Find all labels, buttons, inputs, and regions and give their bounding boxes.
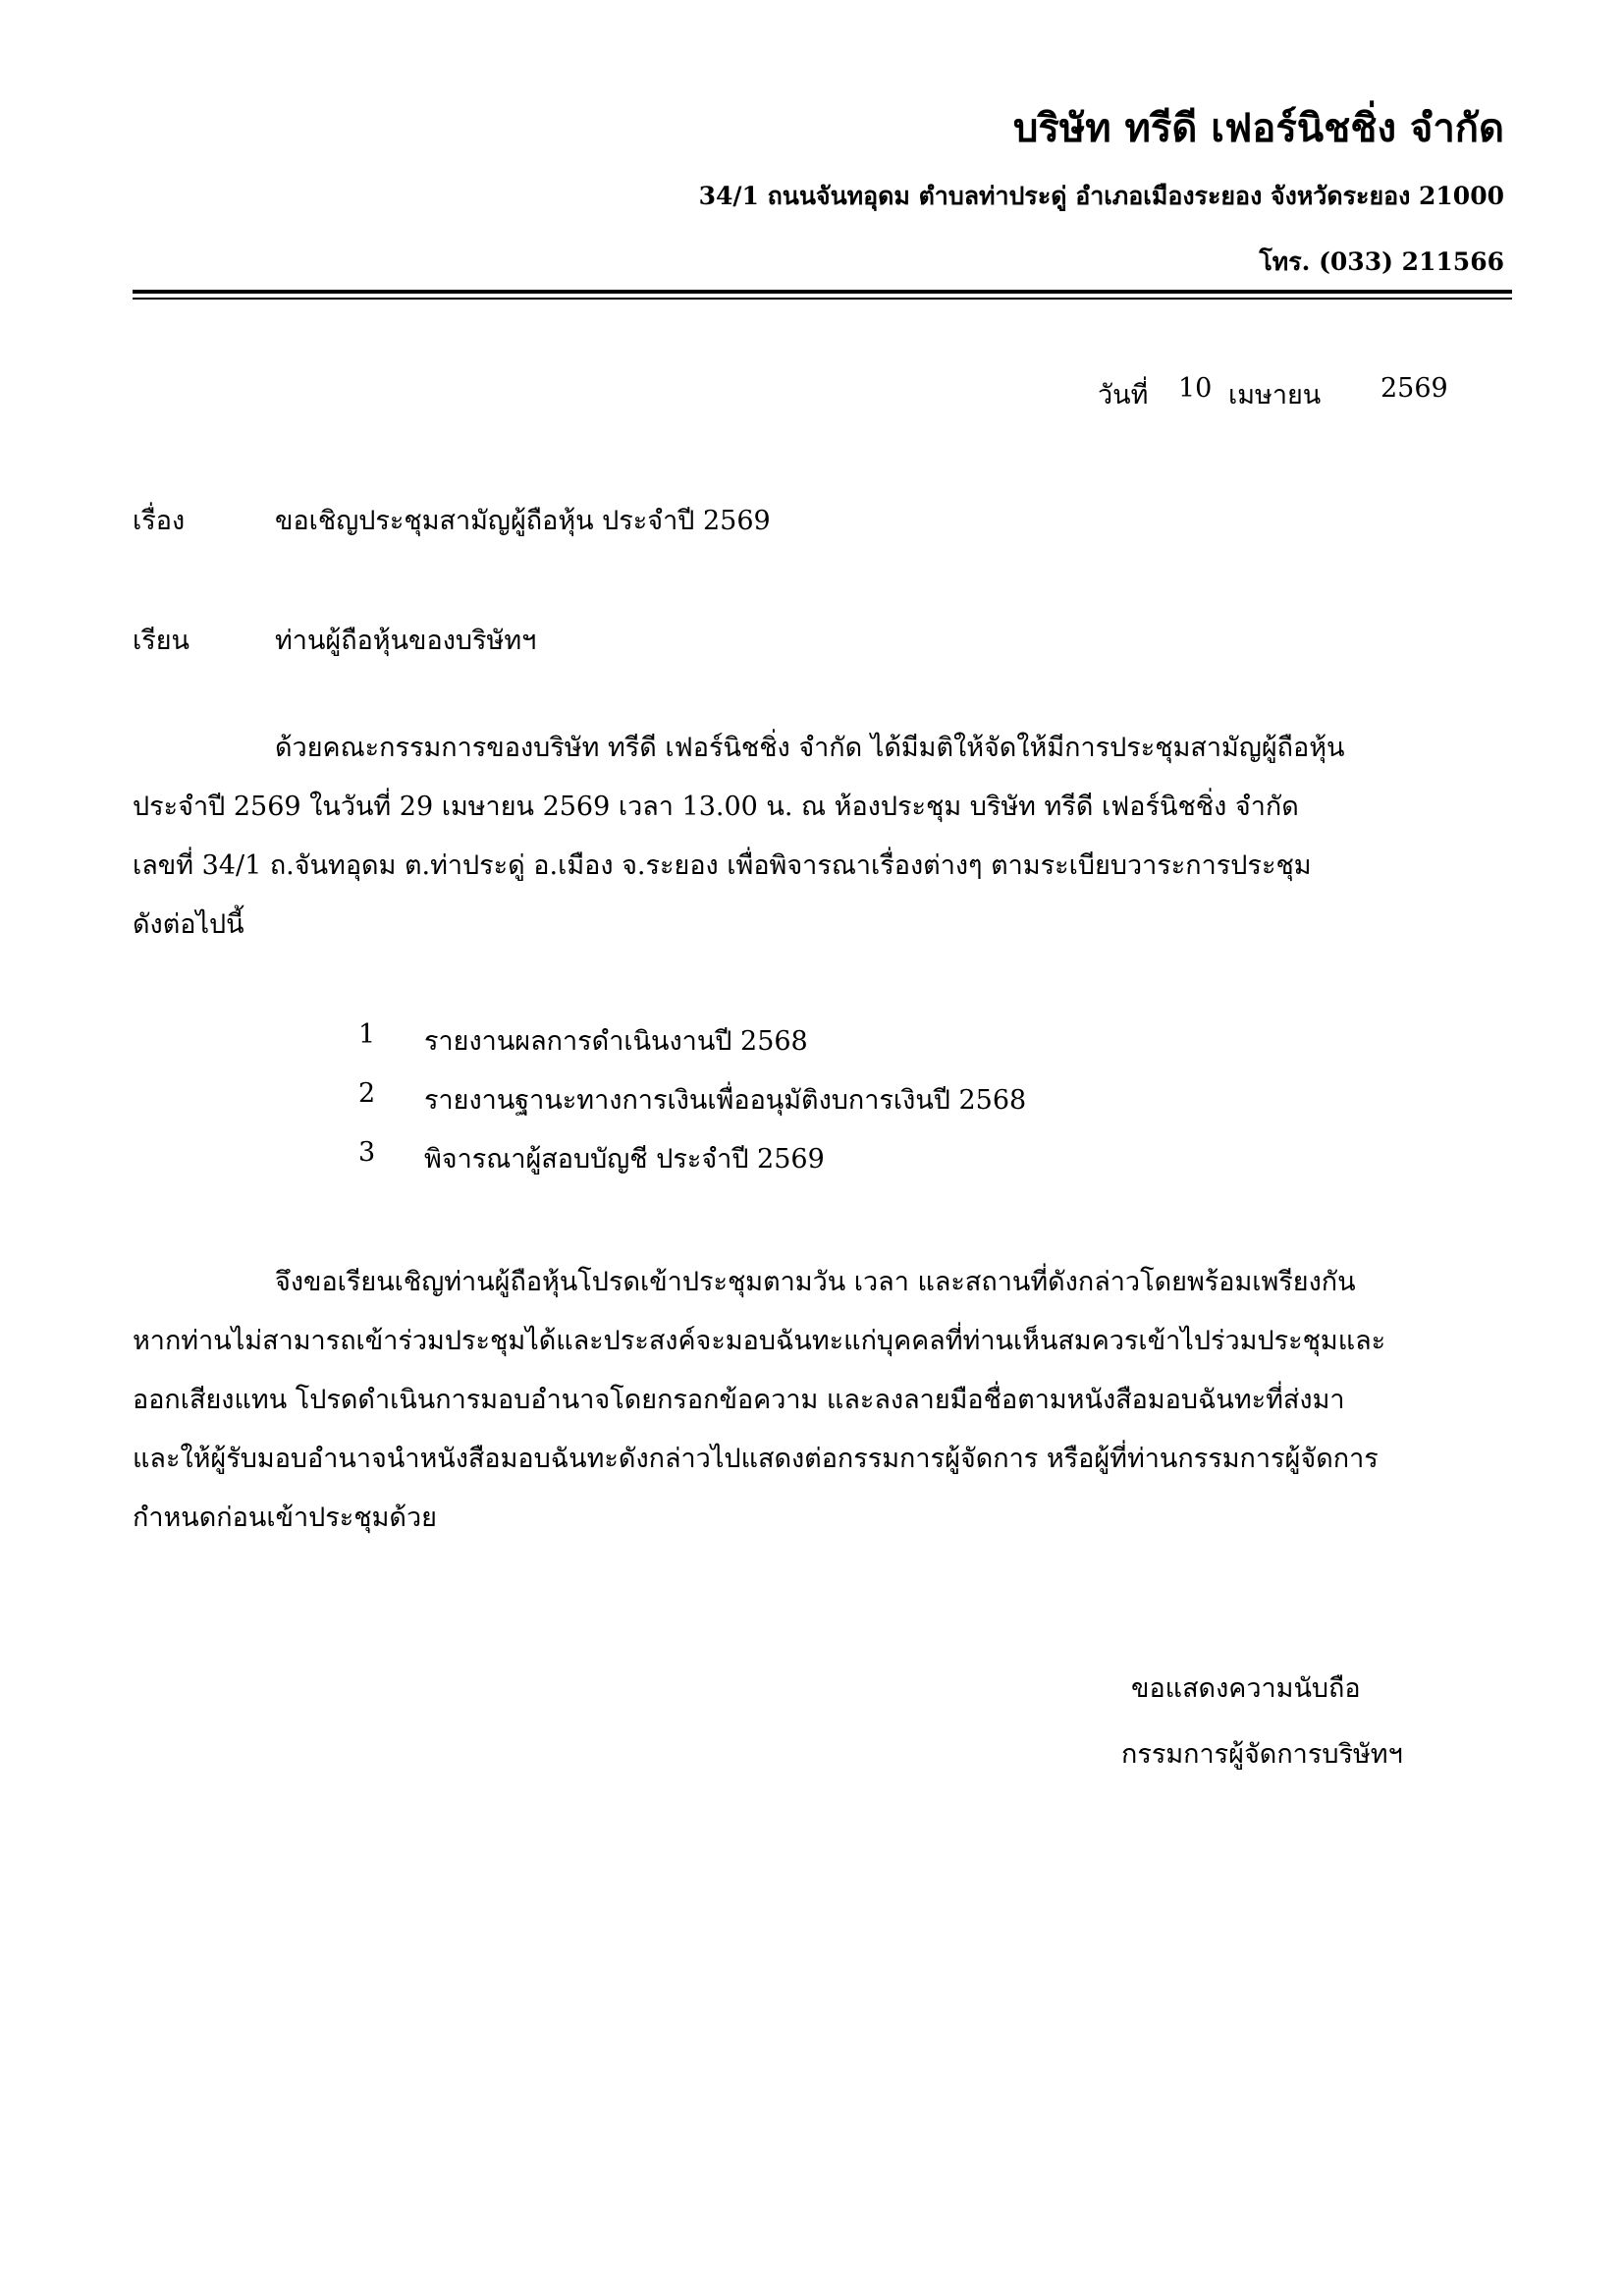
paragraph-line: เลขที่ 34/1 ถ.จันทอุดม ต.ท่าประดู่ อ.เมือง จ.ระยอง เพื่อพิจารณาเรื่องต่างๆ ตามระเบียบวาระการประชุม: [133, 850, 1312, 881]
agenda-item-number: 2: [358, 1078, 376, 1109]
company-address: 34/1 ถนนจันทอุดม ตำบลท่าประดู่ อำเภอเมืองระยอง จังหวัดระยอง 21000: [698, 182, 1504, 210]
paragraph-line: ดังต่อไปนี้: [133, 909, 244, 940]
agenda-list: [358, 1019, 1026, 1196]
body-paragraph-attendance: [133, 1253, 1394, 1548]
body-paragraph-invitation: [133, 719, 1394, 955]
agenda-item-text: รายงานฐานะทางการเงินเพื่ออนุมัติงบการเงินปี 2568: [424, 1085, 1027, 1116]
company-name: บริษัท ทรีดี เฟอร์นิชชิ่ง จำกัด: [1013, 105, 1504, 151]
agenda-item-number: 1: [358, 1019, 376, 1050]
date-day: 10: [1178, 373, 1213, 404]
letterhead-divider-thin: [133, 298, 1512, 300]
paragraph-line: ประจำปี 2569 ในวันที่ 29 เมษายน 2569 เวลา 13.00 น. ณ ห้องประชุม บริษัท ทรีดี เฟอร์นิชชิ่ง จำกัด: [133, 792, 1299, 822]
addressee-label: เรียน: [133, 626, 190, 656]
addressee-value: ท่านผู้ถือหุ้นของบริษัทฯ: [275, 626, 537, 656]
paragraph-line: จึงขอเรียนเชิญท่านผู้ถือหุ้นโปรดเข้าประชุมตามวัน เวลา และสถานที่ดังกล่าวโดยพร้อมเพรียงกัน: [275, 1267, 1356, 1297]
paragraph-line: ออกเสียงแทน โปรดดำเนินการมอบอำนาจโดยกรอกข้อความ และลงลายมือชื่อตามหนังสือมอบฉันทะที่ส่งมา: [133, 1385, 1345, 1415]
paragraph-line: หากท่านไม่สามารถเข้าร่วมประชุมได้และประสงค์จะมอบฉันทะแก่บุคคลที่ท่านเห็นสมควรเข้าไปร่วมประชุมและ: [133, 1326, 1386, 1356]
subject-value: ขอเชิญประชุมสามัญผู้ถือหุ้น ประจำปี 2569: [275, 506, 771, 536]
paragraph-line: กำหนดก่อนเข้าประชุมด้วย: [133, 1503, 437, 1533]
company-phone: โทร. (033) 211566: [1259, 247, 1504, 276]
date-label: วันที่: [1098, 380, 1149, 410]
agenda-item: [358, 1137, 1026, 1196]
paragraph-line: และให้ผู้รับมอบอำนาจนำหนังสือมอบฉันทะดังกล่าวไปแสดงต่อกรรมการผู้จัดการ หรือผู้ที่ท่านกรรมการผู้จัดการ: [133, 1444, 1379, 1474]
agenda-item: [358, 1078, 1026, 1137]
date-month: เมษายน: [1228, 380, 1322, 410]
subject-label: เรื่อง: [133, 506, 186, 536]
agenda-item-number: 3: [358, 1137, 376, 1168]
agenda-item: [358, 1019, 1026, 1078]
agenda-item-text: พิจารณาผู้สอบบัญชี ประจำปี 2569: [424, 1144, 825, 1175]
agenda-item-text: รายงานผลการดำเนินงานปี 2568: [424, 1026, 808, 1057]
closing-regards: ขอแสดงความนับถือ: [1131, 1673, 1361, 1704]
letterhead-divider-thick: [133, 290, 1512, 294]
paragraph-line: ด้วยคณะกรรมการของบริษัท ทรีดี เฟอร์นิชชิ่ง จำกัด ได้มีมติให้จัดให้มีการประชุมสามัญผู้ถือหุ้น: [275, 733, 1345, 763]
date-year: 2569: [1380, 373, 1448, 404]
closing-signer: กรรมการผู้จัดการบริษัทฯ: [1121, 1739, 1403, 1770]
